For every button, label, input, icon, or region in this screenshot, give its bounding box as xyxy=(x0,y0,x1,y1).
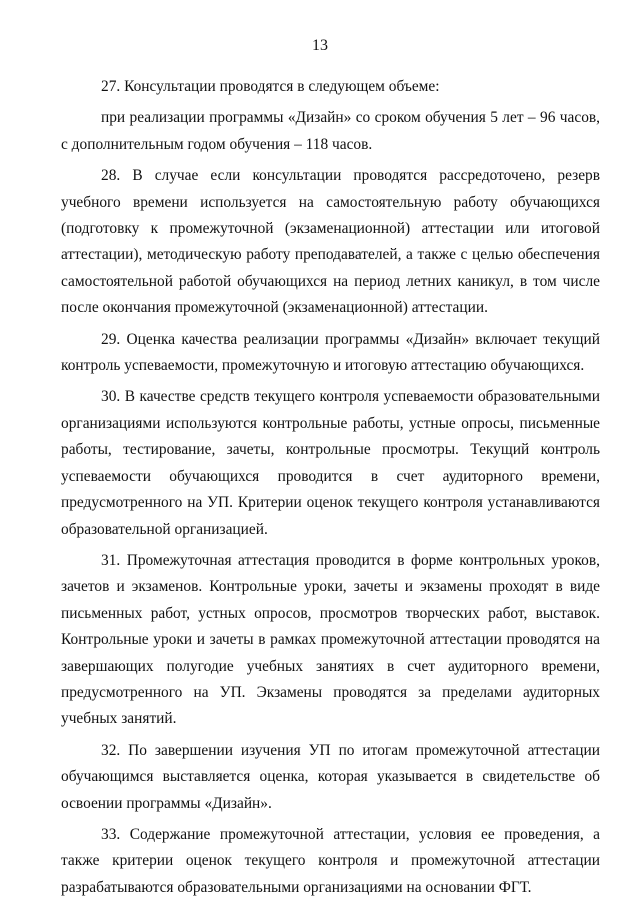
paragraph-33: 33. Содержание промежуточной аттестации, условия ее проведения, а также критерии оценок текущего контроля и промежуточной аттестации разрабатываются образовательными организациями на основании ФГТ. xyxy=(61,825,600,896)
paragraph-31: 31. Промежуточная аттестация проводится в форме контрольных уроков, зачетов и экзаменов. Контрольные уроки, зачеты и экзамены проходят в виде письменных работ, устных опросов, просмотров творческих работ, выставок. Контрольные уроки и зачеты в рамках промежуточной аттестации проводятся на завершающих полугодие учебных занятиях в счет аудиторного времени, предусмотренного на УП. Экзамены проводятся за пределами аудиторных учебных занятий. xyxy=(61,551,600,728)
paragraph-32: 32. По завершении изучения УП по итогам промежуточной аттестации обучающимся выставляется оценка, которая указывается в свидетельстве об освоении программы «Дизайн». xyxy=(61,741,600,812)
paragraph-30: 30. В качестве средств текущего контроля успеваемости образовательными организациями используются контрольные работы, устные опросы, письменные работы, тестирование, зачеты, контрольные просмотры. Текущий контроль успеваемости обучающихся проводится в счет аудиторного времени, предусмотренного на УП. Критерии оценок текущего контроля устанавливаются образовательной организацией. xyxy=(61,388,600,538)
paragraph-27-details: при реализации программы «Дизайн» со сроком обучения 5 лет – 96 часов, с дополнительным годом обучения – 118 часов. xyxy=(61,109,600,153)
page-number: 13 xyxy=(312,37,328,54)
paragraph-28: 28. В случае если консультации проводятся рассредоточено, резерв учебного времени используется на самостоятельную работу обучающихся (подготовку к промежуточной (экзаменационной) аттестации или итоговой аттестации), методическую работу преподавателей, а также с целью обеспечения самостоятельной работой обучающихся на период летних каникул, в том числе после окончания промежуточной (экзаменационной) аттестации. xyxy=(61,167,600,317)
paragraph-27: 27. Консультации проводятся в следующем объеме: xyxy=(101,78,440,95)
document-body xyxy=(61,74,600,901)
paragraph-29: 29. Оценка качества реализации программы «Дизайн» включает текущий контроль успеваемости, промежуточную и итоговую аттестацию обучающихся. xyxy=(61,330,600,375)
